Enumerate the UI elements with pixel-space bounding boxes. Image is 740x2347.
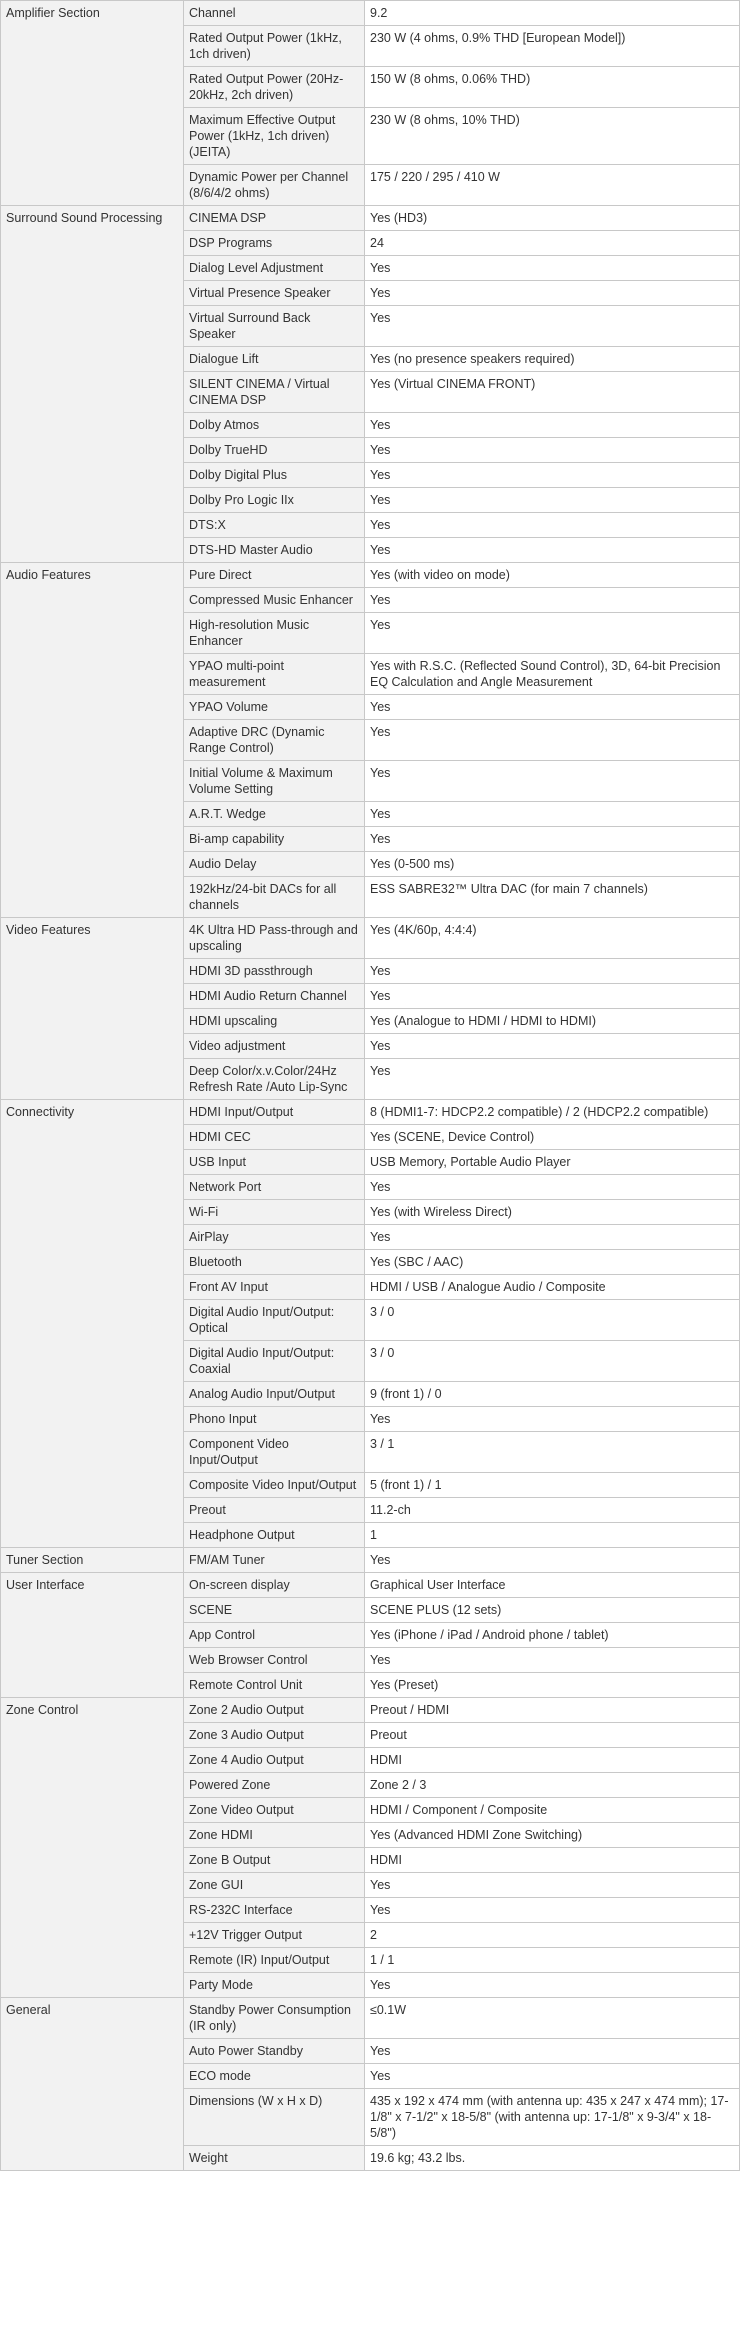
spec-value: Graphical User Interface [365, 1573, 740, 1598]
spec-label: Digital Audio Input/Output: Coaxial [184, 1341, 365, 1382]
spec-label: DTS:X [184, 513, 365, 538]
spec-value: Yes [365, 2039, 740, 2064]
section-heading: Amplifier Section [1, 1, 184, 206]
spec-value: 3 / 0 [365, 1300, 740, 1341]
spec-label: Initial Volume & Maximum Volume Setting [184, 761, 365, 802]
spec-label: Deep Color/x.v.Color/24Hz Refresh Rate /Auto Lip-Sync [184, 1059, 365, 1100]
spec-value: Yes [365, 1648, 740, 1673]
spec-value: Yes [365, 827, 740, 852]
spec-value: Yes (Analogue to HDMI / HDMI to HDMI) [365, 1009, 740, 1034]
spec-label: DTS-HD Master Audio [184, 538, 365, 563]
spec-label: Zone 3 Audio Output [184, 1723, 365, 1748]
spec-value: 435 x 192 x 474 mm (with antenna up: 435 x 247 x 474 mm); 17-1/8" x 7-1/2" x 18-5/8" (with antenna up: 17-1/8" x 9-3/4" x 18-5/8") [365, 2089, 740, 2146]
spec-label: Digital Audio Input/Output: Optical [184, 1300, 365, 1341]
spec-label: On-screen display [184, 1573, 365, 1598]
spec-label: Party Mode [184, 1973, 365, 1998]
spec-row [1, 918, 740, 959]
spec-label: Phono Input [184, 1407, 365, 1432]
spec-label: Remote Control Unit [184, 1673, 365, 1698]
spec-label: Front AV Input [184, 1275, 365, 1300]
spec-row [1, 1, 740, 26]
spec-value: Yes (Advanced HDMI Zone Switching) [365, 1823, 740, 1848]
section-heading: Video Features [1, 918, 184, 1100]
spec-label: Virtual Surround Back Speaker [184, 306, 365, 347]
spec-value: 1 / 1 [365, 1948, 740, 1973]
spec-label: Maximum Effective Output Power (1kHz, 1ch driven) (JEITA) [184, 108, 365, 165]
spec-label: CINEMA DSP [184, 206, 365, 231]
spec-row [1, 1100, 740, 1125]
spec-label: App Control [184, 1623, 365, 1648]
spec-value: Yes [365, 1407, 740, 1432]
spec-label: Bi-amp capability [184, 827, 365, 852]
spec-value: 11.2-ch [365, 1498, 740, 1523]
spec-value: Yes with R.S.C. (Reflected Sound Control), 3D, 64-bit Precision EQ Calculation and Angle Measurement [365, 654, 740, 695]
spec-value: Yes [365, 761, 740, 802]
spec-value: HDMI / USB / Analogue Audio / Composite [365, 1275, 740, 1300]
spec-row [1, 563, 740, 588]
spec-value: Yes [365, 438, 740, 463]
spec-label: HDMI 3D passthrough [184, 959, 365, 984]
spec-value: Yes [365, 1873, 740, 1898]
spec-label: FM/AM Tuner [184, 1548, 365, 1573]
spec-value: Yes [365, 984, 740, 1009]
spec-label: YPAO multi-point measurement [184, 654, 365, 695]
spec-value: 1 [365, 1523, 740, 1548]
section-heading: Zone Control [1, 1698, 184, 1998]
spec-value: Yes [365, 488, 740, 513]
spec-value: HDMI / Component / Composite [365, 1798, 740, 1823]
spec-value: Yes (no presence speakers required) [365, 347, 740, 372]
spec-label: A.R.T. Wedge [184, 802, 365, 827]
spec-label: High-resolution Music Enhancer [184, 613, 365, 654]
spec-value: HDMI [365, 1748, 740, 1773]
spec-value: 230 W (4 ohms, 0.9% THD [European Model]) [365, 26, 740, 67]
spec-label: Weight [184, 2146, 365, 2171]
spec-value: Yes [365, 802, 740, 827]
spec-value: 9.2 [365, 1, 740, 26]
spec-label: Dolby Digital Plus [184, 463, 365, 488]
spec-label: Bluetooth [184, 1250, 365, 1275]
spec-value: 175 / 220 / 295 / 410 W [365, 165, 740, 206]
spec-label: Rated Output Power (1kHz, 1ch driven) [184, 26, 365, 67]
spec-value: Yes [365, 1175, 740, 1200]
spec-label: Dialog Level Adjustment [184, 256, 365, 281]
spec-value: Yes (Virtual CINEMA FRONT) [365, 372, 740, 413]
spec-label: HDMI upscaling [184, 1009, 365, 1034]
spec-value: USB Memory, Portable Audio Player [365, 1150, 740, 1175]
spec-value: Yes [365, 256, 740, 281]
spec-value: Yes [365, 463, 740, 488]
spec-label: USB Input [184, 1150, 365, 1175]
spec-label: Network Port [184, 1175, 365, 1200]
spec-row [1, 206, 740, 231]
spec-row [1, 1548, 740, 1573]
spec-value: Zone 2 / 3 [365, 1773, 740, 1798]
spec-label: DSP Programs [184, 231, 365, 256]
spec-label: Powered Zone [184, 1773, 365, 1798]
spec-label: Zone B Output [184, 1848, 365, 1873]
spec-label: 4K Ultra HD Pass-through and upscaling [184, 918, 365, 959]
spec-label: SILENT CINEMA / Virtual CINEMA DSP [184, 372, 365, 413]
spec-value: ≤0.1W [365, 1998, 740, 2039]
spec-value: Preout / HDMI [365, 1698, 740, 1723]
spec-label: Zone GUI [184, 1873, 365, 1898]
spec-value: Yes (iPhone / iPad / Android phone / tablet) [365, 1623, 740, 1648]
spec-label: Remote (IR) Input/Output [184, 1948, 365, 1973]
spec-label: HDMI Input/Output [184, 1100, 365, 1125]
spec-value: Yes [365, 513, 740, 538]
spec-label: Zone 4 Audio Output [184, 1748, 365, 1773]
spec-value: Yes (HD3) [365, 206, 740, 231]
spec-value: 24 [365, 231, 740, 256]
spec-label: Video adjustment [184, 1034, 365, 1059]
spec-value: HDMI [365, 1848, 740, 1873]
spec-value: Yes [365, 588, 740, 613]
section-heading: General [1, 1998, 184, 2171]
spec-label: Component Video Input/Output [184, 1432, 365, 1473]
spec-label: AirPlay [184, 1225, 365, 1250]
spec-value: Yes [365, 1548, 740, 1573]
spec-label: Dialogue Lift [184, 347, 365, 372]
section-heading: Surround Sound Processing [1, 206, 184, 563]
spec-value: Yes (0-500 ms) [365, 852, 740, 877]
spec-label: Rated Output Power (20Hz-20kHz, 2ch driven) [184, 67, 365, 108]
spec-value: Yes (Preset) [365, 1673, 740, 1698]
spec-value: Yes [365, 720, 740, 761]
spec-label: Adaptive DRC (Dynamic Range Control) [184, 720, 365, 761]
spec-value: Yes [365, 1059, 740, 1100]
section-heading: Connectivity [1, 1100, 184, 1548]
spec-label: Audio Delay [184, 852, 365, 877]
spec-value: Yes [365, 413, 740, 438]
spec-value: Yes (with video on mode) [365, 563, 740, 588]
spec-label: Composite Video Input/Output [184, 1473, 365, 1498]
spec-label: RS-232C Interface [184, 1898, 365, 1923]
spec-value: Yes (4K/60p, 4:4:4) [365, 918, 740, 959]
spec-value: Yes [365, 306, 740, 347]
spec-value: Yes [365, 281, 740, 306]
spec-label: Pure Direct [184, 563, 365, 588]
spec-value: Yes (SBC / AAC) [365, 1250, 740, 1275]
spec-label: Dolby Pro Logic IIx [184, 488, 365, 513]
spec-label: HDMI CEC [184, 1125, 365, 1150]
spec-label: Dimensions (W x H x D) [184, 2089, 365, 2146]
spec-label: Virtual Presence Speaker [184, 281, 365, 306]
spec-value: Yes [365, 1973, 740, 1998]
spec-value: 230 W (8 ohms, 10% THD) [365, 108, 740, 165]
spec-table-body [1, 1, 740, 2171]
spec-value: 3 / 0 [365, 1341, 740, 1382]
spec-label: Compressed Music Enhancer [184, 588, 365, 613]
spec-label: HDMI Audio Return Channel [184, 984, 365, 1009]
spec-value: Yes (with Wireless Direct) [365, 1200, 740, 1225]
spec-label: YPAO Volume [184, 695, 365, 720]
spec-value: 150 W (8 ohms, 0.06% THD) [365, 67, 740, 108]
spec-value: 8 (HDMI1-7: HDCP2.2 compatible) / 2 (HDCP2.2 compatible) [365, 1100, 740, 1125]
spec-value: Yes [365, 1898, 740, 1923]
spec-value: 3 / 1 [365, 1432, 740, 1473]
spec-label: SCENE [184, 1598, 365, 1623]
spec-row [1, 1573, 740, 1598]
spec-label: 192kHz/24-bit DACs for all channels [184, 877, 365, 918]
spec-row [1, 1698, 740, 1723]
spec-label: Zone Video Output [184, 1798, 365, 1823]
spec-label: Analog Audio Input/Output [184, 1382, 365, 1407]
spec-value: SCENE PLUS (12 sets) [365, 1598, 740, 1623]
spec-label: +12V Trigger Output [184, 1923, 365, 1948]
spec-value: Yes [365, 1034, 740, 1059]
spec-label: Channel [184, 1, 365, 26]
spec-value: Yes [365, 959, 740, 984]
spec-label: Web Browser Control [184, 1648, 365, 1673]
spec-label: Zone HDMI [184, 1823, 365, 1848]
section-heading: Audio Features [1, 563, 184, 918]
spec-value: 5 (front 1) / 1 [365, 1473, 740, 1498]
spec-value: Yes [365, 2064, 740, 2089]
spec-row [1, 1998, 740, 2039]
spec-label: Dolby Atmos [184, 413, 365, 438]
spec-label: Auto Power Standby [184, 2039, 365, 2064]
spec-label: Dolby TrueHD [184, 438, 365, 463]
spec-value: 9 (front 1) / 0 [365, 1382, 740, 1407]
spec-value: ESS SABRE32™ Ultra DAC (for main 7 channels) [365, 877, 740, 918]
spec-value: Yes [365, 1225, 740, 1250]
spec-label: Wi-Fi [184, 1200, 365, 1225]
spec-value: Yes (SCENE, Device Control) [365, 1125, 740, 1150]
spec-value: Yes [365, 613, 740, 654]
section-heading: User Interface [1, 1573, 184, 1698]
spec-label: Headphone Output [184, 1523, 365, 1548]
spec-value: Preout [365, 1723, 740, 1748]
spec-label: ECO mode [184, 2064, 365, 2089]
spec-value: Yes [365, 538, 740, 563]
spec-label: Preout [184, 1498, 365, 1523]
spec-label: Zone 2 Audio Output [184, 1698, 365, 1723]
spec-value: 19.6 kg; 43.2 lbs. [365, 2146, 740, 2171]
spec-label: Standby Power Consumption (IR only) [184, 1998, 365, 2039]
section-heading: Tuner Section [1, 1548, 184, 1573]
spec-value: 2 [365, 1923, 740, 1948]
spec-value: Yes [365, 695, 740, 720]
spec-label: Dynamic Power per Channel (8/6/4/2 ohms) [184, 165, 365, 206]
